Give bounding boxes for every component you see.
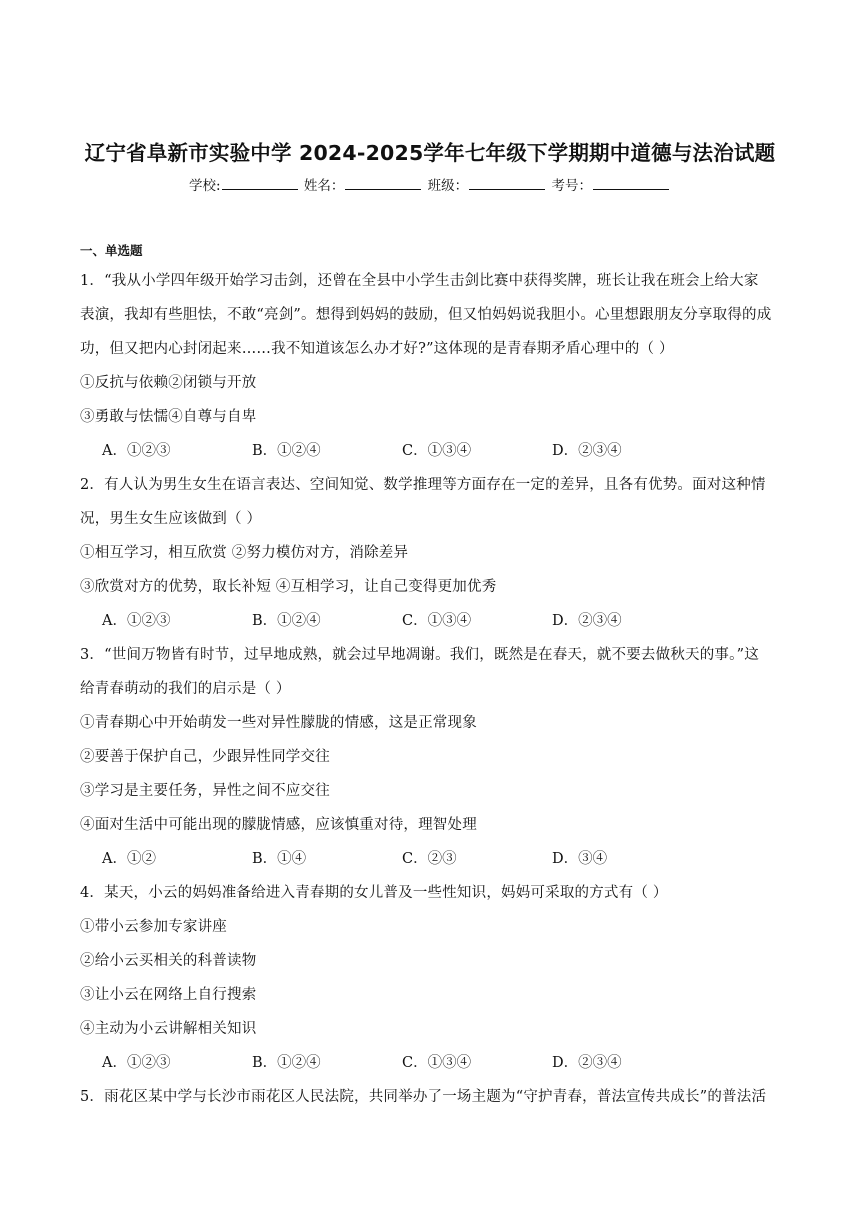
question-list [80,242,783,1114]
statement-line: ②给小云买相关的科普读物 [80,953,257,969]
question-stem-line: 况，男生女生应该做到（ ） [80,511,262,527]
student-info-line [0,174,860,194]
option-b[interactable]: B．①②④ [252,443,321,459]
option-b[interactable]: B．①②④ [252,1055,321,1071]
class-label: 班级： [427,178,469,194]
statement-line: ③让小云在网络上自行搜索 [80,987,257,1003]
question-stem-line: 1．“我从小学四年级开始学习击剑，还曾在全县中小学生击剑比赛中获得奖牌，班长让我在班会上给大家 [80,273,759,289]
option-d[interactable]: D．②③④ [552,613,622,629]
statement-line: ③欣赏对方的优势，取长补短 ④互相学习，让自己变得更加优秀 [80,579,497,595]
option-c[interactable]: C．①③④ [402,1055,472,1071]
answer-options [80,1046,783,1080]
option-d[interactable]: D．③④ [552,851,608,867]
question-4 [80,876,783,1080]
question-stem-line: 给青春萌动的我们的启示是（ ） [80,681,291,697]
name-label: 姓名： [303,178,345,194]
question-5 [80,1080,783,1114]
answer-options [80,842,783,876]
exam-number-label: 考号： [551,178,592,194]
statement-line: ①相互学习，相互欣赏 ②努力模仿对方，消除差异 [80,545,409,561]
statement-line: ③学习是主要任务，异性之间不应交往 [80,783,330,799]
statement-line: ④主动为小云讲解相关知识 [80,1021,257,1037]
answer-options [80,604,783,638]
school-label: 学校: [189,178,221,194]
question-stem-line: 4．某天，小云的妈妈准备给进入青春期的女儿普及一些性知识，妈妈可采取的方式有（ ） [80,885,668,901]
statement-line: ①反抗与依赖②闭锁与开放 [80,375,257,391]
question-stem-line: 功，但又把内心封闭起来……我不知道该怎么办才好?”这体现的是青春期矛盾心理中的（ ） [80,341,674,357]
option-b[interactable]: B．①②④ [252,613,321,629]
option-c[interactable]: C．①③④ [402,443,472,459]
option-d[interactable]: D．②③④ [552,1055,622,1071]
statement-line: ①带小云参加专家讲座 [80,919,227,935]
option-a[interactable]: A．①②③ [102,1055,171,1071]
question-stem-line: 5．雨花区某中学与长沙市雨花区人民法院，共同举办了一场主题为“守护青春，普法宣传共成长”的普法活 [80,1089,767,1105]
question-2 [80,468,783,638]
name-blank[interactable] [345,177,421,190]
option-a[interactable]: A．①②③ [102,613,171,629]
option-b[interactable]: B．①④ [252,851,307,867]
statement-line: ②要善于保护自己，少跟异性同学交往 [80,749,330,765]
school-blank[interactable] [222,177,298,190]
option-a[interactable]: A．①② [102,851,156,867]
option-c[interactable]: C．②③ [402,851,457,867]
statement-line: ④面对生活中可能出现的朦胧情感，应该慎重对待，理智处理 [80,817,477,833]
option-d[interactable]: D．②③④ [552,443,622,459]
statement-line: ①青春期心中开始萌发一些对异性朦胧的情感，这是正常现象 [80,715,477,731]
question-stem-line: 2．有人认为男生女生在语言表达、空间知觉、数学推理等方面存在一定的差异，且各有优势。面对这种情 [80,477,766,493]
class-blank[interactable] [469,177,545,190]
answer-options [80,434,783,468]
option-a[interactable]: A．①②③ [102,443,171,459]
question-1 [80,264,783,468]
exam-number-blank[interactable] [593,177,669,190]
question-stem-line: 表演，我却有些胆怯，不敢“亮剑”。想得到妈妈的鼓励，但又怕妈妈说我胆小。心里想跟朋友分享取得的成 [80,307,772,323]
question-stem-line: 3．“世间万物皆有时节，过早地成熟，就会过早地凋谢。我们，既然是在春天，就不要去做秋天的事。”这 [80,647,759,663]
question-3 [80,638,783,876]
page-title: 辽宁省阜新市实验中学 2024-2025学年七年级下学期期中道德与法治试题 [84,141,776,165]
section-heading: 一、单选题 [80,243,143,258]
option-c[interactable]: C．①③④ [402,613,472,629]
statement-line: ③勇敢与怯懦④自尊与自卑 [80,409,257,425]
